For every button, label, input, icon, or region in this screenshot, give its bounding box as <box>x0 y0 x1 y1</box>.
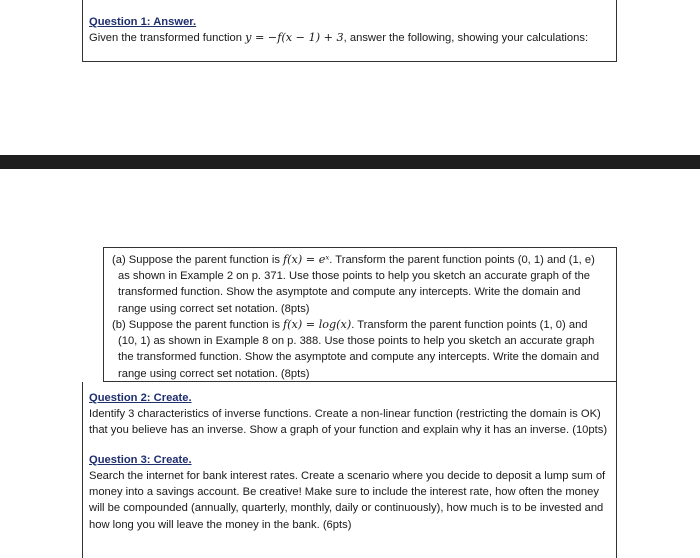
question-3-heading: Question 3: Create. <box>89 453 192 466</box>
intro-text-before: Given the transformed function <box>89 32 246 45</box>
part-b-text-1: (b) Suppose the parent function is <box>112 318 284 331</box>
part-b-function: f(x) = log(x) <box>283 317 352 331</box>
part-a <box>112 252 608 317</box>
question-1-heading: Question 1: Answer. <box>89 16 197 28</box>
questions-2-3-box <box>82 382 617 558</box>
part-a-function: f(x) = eˣ <box>283 253 330 266</box>
page-separator-bar <box>0 155 700 169</box>
part-b <box>112 317 608 382</box>
question-1-box <box>82 0 617 62</box>
part-a-text-2: . Transform the parent function points (0, 1) and (1, e) as shown in Example 2 on p. 371. Use those points to help you sketch an accurate graph of the transformed function. Show the asymptote and compute any intercepts. Write the domain and range using correct set notation. (8pts) <box>118 254 595 315</box>
part-a-text-1: (a) Suppose the parent function is <box>112 254 284 266</box>
transformed-function: y = −f(x − 1) + 3 <box>245 31 344 45</box>
question-1-intro <box>89 30 610 46</box>
intro-text-after: , answer the following, showing your calculations: <box>343 32 589 45</box>
part-b-text-2: . Transform the parent function points (1, 0) and (10, 1) as shown in Example 8 on p. 388. Use those points to help you sketch an accurate graph the transformed function. Show the asymptote and compute any intercepts. Write the domain and range using correct set notation. (8pts) <box>118 318 600 380</box>
question-2 <box>89 390 610 439</box>
question-1-parts-box <box>103 247 617 382</box>
question-2-heading: Question 2: Create. <box>89 392 192 404</box>
question-3-body: Search the internet for bank interest rates. Create a scenario where you decide to deposit a lump sum of money into a savings account. Be creative! Make sure to include the interest rate, how often the money will be compounded (annually, quarterly, monthly, daily or continuously), how much is to be invested and how long you will leave the money in the bank. (6pts) <box>89 469 606 531</box>
question-2-body: Identify 3 characteristics of inverse functions. Create a non-linear function (restricting the domain is OK) that you believe has an inverse. Show a graph of your function and explain why it has an inverse. (10pts) <box>89 408 608 437</box>
question-3 <box>89 452 610 533</box>
